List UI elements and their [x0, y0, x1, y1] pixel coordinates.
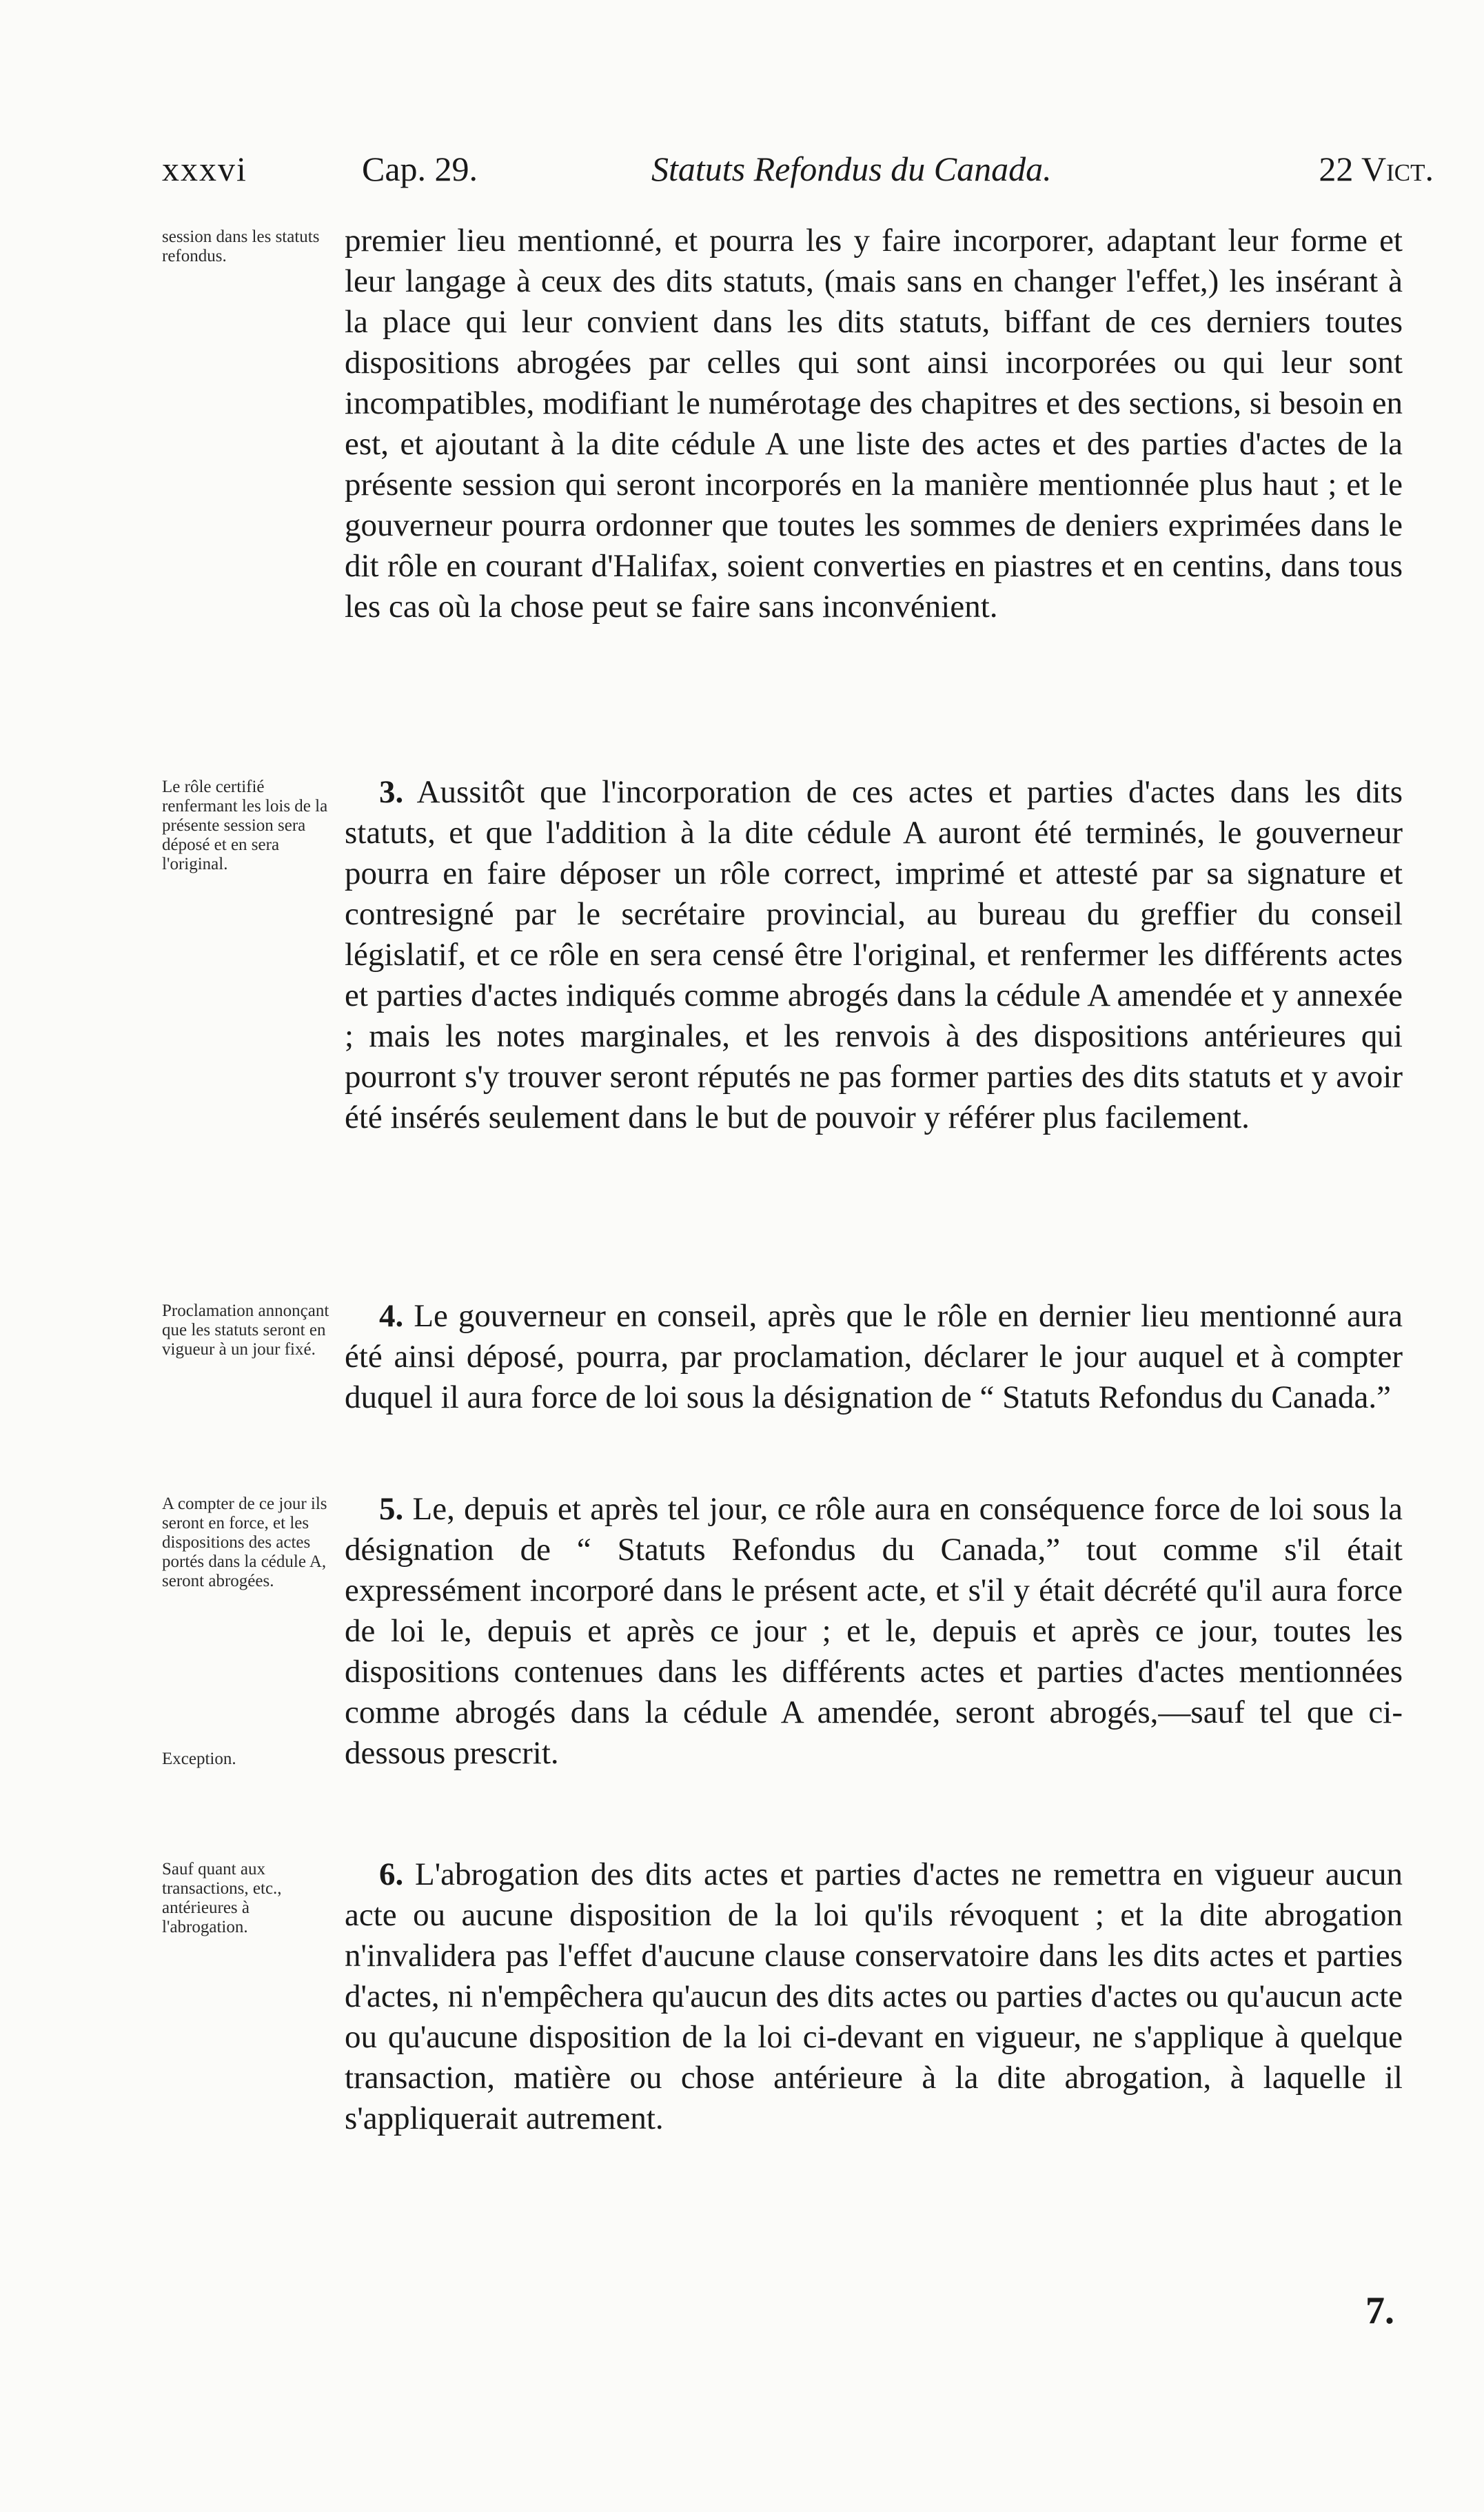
margin-note-exception: Exception. [162, 1750, 236, 1768]
margin-note: Proclamation annonçant que les statuts seront en vigueur à un jour fixé. [162, 1301, 329, 1359]
section-number: 4. [379, 1298, 404, 1334]
section-body: premier lieu mentionné, et pourra les y faire incorporer, adaptant leur forme et leur langage à ceux des dits statuts, (mais sans en changer l'effet,) les insérant à la place qui leur convient dans les dits statuts, biffant de ces derniers toutes dispositions abrogées par celles qui sont ainsi incorporées ou qui leur sont incompatibles, modifiant le numérotage des chapitres et des sections, si besoin en est, et ajoutant à la dite cédule A une liste des actes et des parties d'actes de la présente session qui seront incorporés en la manière mentionnée plus haut ; et le gouverneur pourra ordonner que toutes les sommes de deniers exprimées dans le dit rôle en courant d'Halifax, soient converties en piastres et en centins, dans tous les cas où la chose peut se faire sans inconvénient. [345, 223, 1403, 625]
chapter-label: Cap. 29. [362, 150, 478, 188]
margin-note: Sauf quant aux transactions, etc., antérieures à l'abrogation. [162, 1860, 282, 1936]
margin-note: Le rôle certifié renfermant les lois de la présente session sera déposé et en sera l'original. [162, 778, 328, 873]
section-number: 5. [379, 1491, 404, 1527]
section-text [345, 772, 1403, 1138]
section-text [345, 1854, 1403, 2139]
section-body: Le, depuis et après tel jour, ce rôle aura en conséquence force de loi sous la désignation de “ Statuts Refondus du Canada,” tout comme s'il était expressément incorporé dans le présent acte, et s'il y était décrété qu'il aura force de loi le, depuis et après ce jour ; et le, depuis et après ce jour, toutes les dispositions contenues dans les différents actes et parties d'actes mentionnées comme abrogés dans la cédule A amendée, seront abrogés,—sauf tel que ci-dessous prescrit. [345, 1491, 1403, 1771]
section-body: Aussitôt que l'incorporation de ces actes et parties d'actes dans les dits statuts, et que l'addition à la dite cédule A auront été terminés, le gouverneur pourra en faire déposer un rôle correct, imprimé et attesté par sa signature et contresigné par le secrétaire provincial, au bureau du greffier du conseil législatif, et ce rôle en sera censé être l'original, et renfermer les différents actes et parties d'actes indiqués comme abrogés dans la cédule A amendée et y annexée ; mais les notes marginales, et les renvois à des dispositions antérieures qui pourront s'y trouver seront réputés ne pas former parties des dits statuts et y avoir été insérés seulement dans le but de pouvoir y référer plus facilement. [345, 774, 1403, 1135]
section-body: Le gouverneur en conseil, après que le rôle en dernier lieu mentionné aura été ainsi déposé, pourra, par proclamation, déclarer le jour auquel et à compter duquel il aura force de loi sous la désignation de “ Statuts Refondus du Canada.” [345, 1298, 1403, 1415]
running-header [162, 145, 1434, 193]
section-text [345, 1489, 1403, 1774]
catchword: 7. [1365, 2289, 1394, 2332]
section-number: 3. [379, 774, 404, 810]
page-number: xxxvi [162, 150, 247, 188]
margin-note: A compter de ce jour ils seront en force, et les dispositions des actes portés dans la cédule A, seront abrogées. [162, 1495, 327, 1590]
section-body: L'abrogation des dits actes et parties d'actes ne remettra en vigueur aucun acte ou aucune disposition de la loi qu'ils révoquent ; et la dite abrogation n'invalidera pas l'effet d'aucune clause conservatoire dans les dits actes et parties d'actes, ni n'empêchera qu'aucun des dits actes ou parties d'actes ou qu'aucun acte ou qu'aucune disposition de la loi ci-devant en vigueur, ne s'applique à quelque transaction, matière ou chose antérieure à la dite abrogation, à laquelle il s'appliquerait autrement. [345, 1856, 1403, 2136]
section-text [345, 221, 1403, 627]
section-text [345, 1296, 1403, 1418]
margin-note: session dans les statuts refondus. [162, 227, 320, 265]
running-title: Statuts Refondus du Canada. [651, 150, 1052, 188]
regnal-year: 22 Vict. [1319, 150, 1434, 188]
section-number: 6. [379, 1856, 404, 1892]
